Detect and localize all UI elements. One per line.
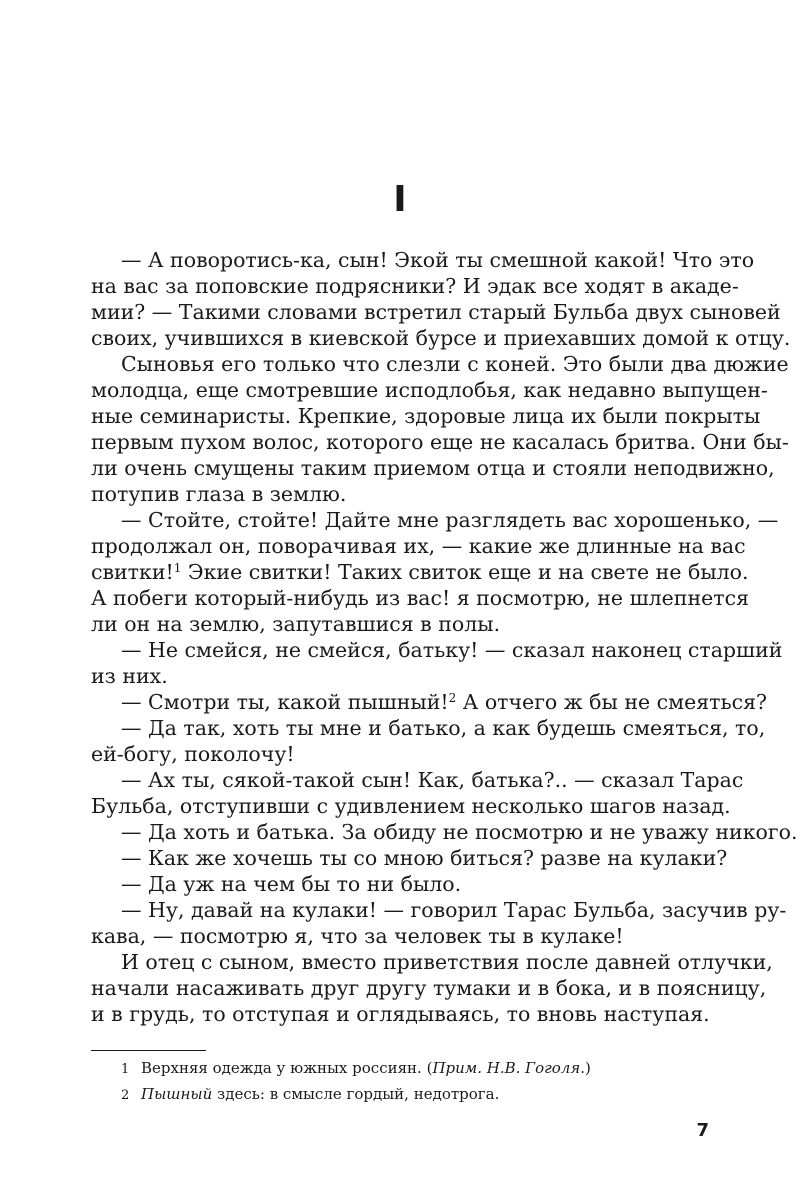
text-segment: — Смотри ты, какой пышный!	[121, 690, 449, 714]
text-line: первым пухом волос, которого еще не касалась бритва. Они бы-	[91, 430, 789, 454]
text-line: своих, учившихся в киевской бурсе и приехавших домой к отцу.	[91, 326, 791, 350]
page-number: 7	[696, 1120, 709, 1141]
footnote-text: Верхняя одежда у южных россиян. (	[141, 1059, 433, 1077]
text-line: Сыновья его только что слезли с коней. Это были два дюжие	[121, 352, 789, 376]
text-line: на вас за поповские подрясники? И эдак все ходят в акаде-	[91, 274, 739, 298]
footnote-tail: здесь: в смысле гордый, недотрога.	[212, 1085, 500, 1103]
text-segment: Экие свитки! Таких свиток еще и на свете не было.	[181, 560, 749, 584]
text-line: молодца, еще смотревшие исподлобья, как недавно выпущен-	[91, 378, 768, 402]
footnote-marker-1: 1	[173, 561, 182, 575]
text-line	[91, 559, 749, 585]
text-line: — Не смейся, не смейся, батьку! — сказал наконец старший	[121, 638, 783, 662]
text-line: и в грудь, то отступая и оглядываясь, то вновь наступая.	[91, 1002, 710, 1026]
text-line: потупив глаза в землю.	[91, 482, 347, 506]
text-line: начали насаживать друг другу тумаки и в бока, и в поясницу,	[91, 976, 767, 1000]
footnote-tail: .)	[580, 1059, 591, 1077]
text-line	[91, 689, 768, 715]
text-line: — Да так, хоть ты мне и батько, а как будешь смеяться, то,	[121, 716, 766, 740]
footnote-1	[91, 1056, 709, 1082]
text-line: — Да хоть и батька. За обиду не посмотрю и не уважу никого.	[121, 820, 798, 844]
text-segment: А отчего ж бы не смеяться?	[456, 690, 768, 714]
text-line: ные семинаристы. Крепкие, здоровые лица их были покрыты	[91, 404, 761, 428]
text-segment: свитки!	[91, 560, 174, 584]
text-line: — А поворотись-ка, сын! Экой ты смешной какой! Что это	[121, 248, 755, 272]
body-text	[91, 247, 798, 1027]
text-line: ли очень смущены таким приемом отца и стояли неподвижно,	[91, 456, 775, 480]
text-line: продолжал он, поворачивая их, — какие же длинные на вас	[91, 534, 746, 558]
text-line: — Как же хочешь ты со мною биться? разве на кулаки?	[121, 846, 728, 870]
chapter-number: I	[393, 179, 407, 220]
footnote-marker-2: 2	[448, 691, 457, 705]
text-line: — Стойте, стойте! Дайте мне разглядеть вас хорошенько, —	[121, 508, 779, 532]
text-line: И отец с сыном, вместо приветствия после давней отлучки,	[121, 950, 773, 974]
footnote-italic: Пышный	[141, 1085, 213, 1103]
text-line: ли он на землю, запутавшися в полы.	[91, 612, 501, 636]
footnote-2	[91, 1082, 709, 1108]
text-line: из них.	[91, 664, 168, 688]
text-line: А побеги который-нибудь из вас! я посмотрю, не шлепнется	[91, 586, 750, 610]
text-line: Бульба, отступивши с удивлением несколько шагов назад.	[91, 794, 731, 818]
footnote-italic: Прим. Н.В. Гоголя	[432, 1059, 581, 1077]
text-line: — Да уж на чем бы то ни было.	[121, 872, 462, 896]
text-line: ей-богу, поколочу!	[91, 742, 295, 766]
text-line: мии? — Такими словами встретил старый Бульба двух сыновей	[91, 300, 781, 324]
footnotes	[91, 1056, 709, 1108]
text-line: — Ах ты, сякой-такой сын! Как, батька?.. — сказал Тарас	[121, 768, 744, 792]
text-line: — Ну, давай на кулаки! — говорил Тарас Бульба, засучив ру-	[121, 898, 787, 922]
footnote-divider	[91, 1050, 206, 1051]
footnote-number: 1	[121, 1062, 130, 1077]
text-line: кава, — посмотрю я, что за человек ты в кулаке!	[91, 924, 624, 948]
footnote-number: 2	[121, 1088, 130, 1103]
